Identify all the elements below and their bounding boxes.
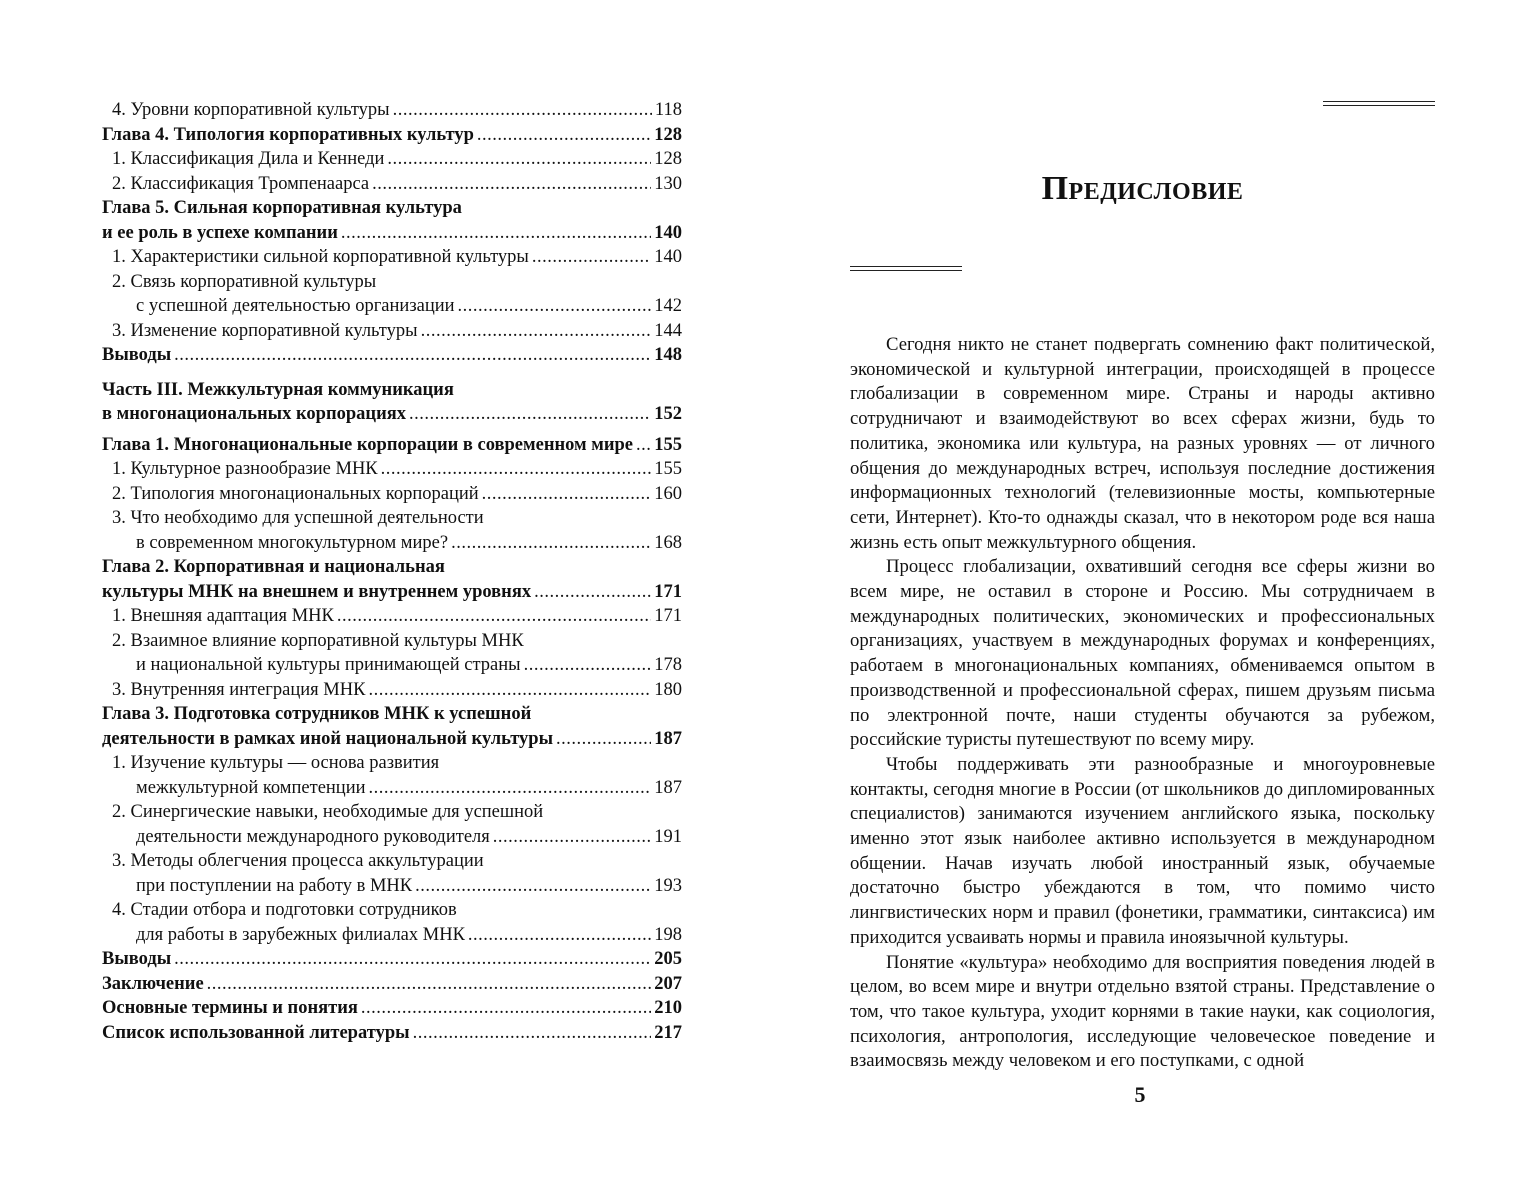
toc-dot-leader bbox=[361, 996, 651, 1021]
toc-entry-title: 3. Изменение корпоративной культуры bbox=[112, 320, 418, 341]
toc-entry-title: 1. Классификация Дила и Кеннеди bbox=[112, 149, 385, 169]
toc-entry-page: 155 bbox=[654, 434, 682, 455]
toc-entry-title: Глава 3. Подготовка сотрудников МНК к успешной bbox=[102, 704, 532, 724]
toc-dot-leader bbox=[372, 172, 651, 197]
toc-dot-leader bbox=[421, 319, 652, 344]
toc-entry-title: Глава 5. Сильная корпоративная культура bbox=[102, 198, 462, 218]
toc-entry bbox=[102, 172, 682, 197]
toc-entry-title: Выводы bbox=[102, 345, 172, 365]
toc-entry bbox=[102, 531, 682, 556]
toc-entry-page: 187 bbox=[654, 728, 682, 749]
toc-entry-page: 178 bbox=[654, 655, 682, 675]
toc-dot-leader bbox=[477, 123, 651, 148]
toc-dot-leader bbox=[174, 343, 651, 368]
toc-entry-page: 205 bbox=[654, 949, 682, 969]
toc-entry-title: Список использованной литературы bbox=[102, 1022, 410, 1043]
toc-entry-title: деятельности международного руководителя bbox=[136, 826, 490, 847]
toc-dot-leader bbox=[493, 825, 651, 850]
toc-entry-title: 3. Что необходимо для успешной деятельности bbox=[112, 508, 484, 528]
toc-dot-leader bbox=[556, 727, 651, 752]
toc-entry-page: 144 bbox=[654, 320, 682, 341]
decorative-rule-top bbox=[1323, 101, 1435, 106]
toc-entry-page: 140 bbox=[654, 222, 682, 243]
toc-entry bbox=[102, 245, 682, 270]
toc-entry bbox=[102, 923, 682, 948]
preface-body bbox=[850, 333, 1435, 1074]
toc-entry bbox=[102, 402, 682, 427]
toc-entry-title: Глава 1. Многонациональные корпорации в современном мире bbox=[102, 434, 634, 455]
toc-entry bbox=[102, 555, 682, 580]
preface-paragraph: Чтобы поддерживать эти разнообразные и многоуровневые контакты, сегодня многие в России (от школьников до дипломированных специалистов) занимаются изучением английского языка, поскольку именно этот язык наиболее активно используется в международном общении. Начав изучать любой иностранный язык, обучаемые достаточно быстро убеждаются в том, что помимо чисто лингвистических норм и правил (фонетики, грамматики, синтаксиса) им приходится усваивать нормы и правила иноязычной культуры. bbox=[850, 753, 1435, 948]
toc-entry bbox=[102, 580, 682, 605]
toc-entry-title: Основные термины и понятия bbox=[102, 998, 358, 1018]
toc-entry bbox=[102, 678, 682, 703]
toc-entry bbox=[102, 947, 682, 972]
toc-entry bbox=[102, 506, 682, 531]
toc-dot-leader bbox=[468, 923, 651, 948]
toc-dot-leader bbox=[451, 531, 651, 556]
toc-entry bbox=[102, 294, 682, 319]
toc-dot-leader bbox=[534, 580, 651, 605]
toc-entry-title: 2. Взаимное влияние корпоративной культуры МНК bbox=[112, 630, 524, 651]
toc-entry-title: для работы в зарубежных филиалах МНК bbox=[136, 924, 465, 945]
toc-dot-leader bbox=[524, 653, 652, 678]
preface-paragraph: Понятие «культура» необходимо для восприятия поведения людей в целом, во всем мире и внутри отдельно взятой страны. Представление о том, что такое культура, уходит корнями в такие науки, как социология, психология, антропология, исследующие человеческое поведение и взаимосвязь между человеком и его поступками, с одной bbox=[850, 951, 1435, 1072]
toc-entry bbox=[102, 604, 682, 629]
toc-entry-title: межкультурной компетенции bbox=[136, 777, 366, 798]
toc-entry bbox=[102, 825, 682, 850]
toc-entry-title: 2. Синергические навыки, необходимые для успешной bbox=[112, 802, 544, 822]
toc-entry-page: 128 bbox=[654, 149, 682, 169]
toc-entry bbox=[102, 343, 682, 368]
toc-entry bbox=[102, 702, 682, 727]
toc-entry bbox=[102, 319, 682, 344]
toc-entry-title: 4. Уровни корпоративной культуры bbox=[112, 100, 390, 120]
toc-dot-leader bbox=[532, 245, 651, 270]
toc-dot-leader bbox=[636, 433, 651, 458]
toc-dot-leader bbox=[368, 678, 651, 703]
toc-entry-page: 142 bbox=[654, 296, 682, 316]
toc-dot-leader bbox=[482, 482, 652, 507]
toc-entry bbox=[102, 776, 682, 801]
toc-entry bbox=[102, 433, 682, 458]
toc-entry-page: 198 bbox=[654, 924, 682, 945]
toc-entry-title: 2. Типология многонациональных корпораций bbox=[112, 483, 479, 504]
toc-entry bbox=[102, 898, 682, 923]
page-number: 5 bbox=[1134, 1082, 1146, 1107]
toc-dot-leader bbox=[207, 972, 652, 997]
toc-entry-page: 118 bbox=[654, 100, 682, 120]
toc-entry-title: с успешной деятельностью организации bbox=[136, 296, 455, 316]
toc-dot-leader bbox=[415, 874, 651, 899]
toc-entry bbox=[102, 378, 682, 403]
toc-entry bbox=[102, 196, 682, 221]
toc-entry bbox=[102, 800, 682, 825]
toc-entry bbox=[102, 98, 682, 123]
toc-dot-leader bbox=[409, 402, 651, 427]
toc-entry bbox=[102, 123, 682, 148]
toc-entry-title: 4. Стадии отбора и подготовки сотрудников bbox=[112, 900, 457, 920]
preface-paragraph: Сегодня никто не станет подвергать сомнению факт политической, экономической и культурной интеграции, происходящей в процессе глобализации в современном мире. Страны и народы активно сотрудничают и взаимодействуют во всех сферах жизни, будь то политика, экономика или культура, на разных уровнях — от личного общения до международных встреч, используя последние достижения информационных технологий (телевизионные мосты, компьютерные сети, Интернет). Кто-то однажды сказал, что в некотором роде вся наша жизнь есть опыт межкультурного общения. bbox=[850, 334, 1435, 553]
toc-entry-title: и национальной культуры принимающей страны bbox=[136, 655, 521, 675]
toc-entry-title: Часть III. Межкультурная коммуникация bbox=[102, 379, 454, 400]
toc-entry bbox=[102, 727, 682, 752]
toc-entry-title: 3. Внутренняя интеграция МНК bbox=[112, 679, 366, 700]
toc-entry-title: 1. Культурное разнообразие МНК bbox=[112, 459, 378, 479]
toc-entry-page: 155 bbox=[654, 459, 682, 479]
toc-entry-page: 140 bbox=[654, 247, 682, 267]
toc-entry-page: 191 bbox=[654, 826, 682, 847]
toc-entry-title: 2. Связь корпоративной культуры bbox=[112, 271, 377, 292]
toc-entry bbox=[102, 629, 682, 654]
toc-entry bbox=[102, 874, 682, 899]
toc-entry-page: 171 bbox=[654, 606, 682, 626]
toc-entry-title: 3. Методы облегчения процесса аккультурации bbox=[112, 851, 484, 871]
toc-entry-page: 171 bbox=[654, 581, 682, 602]
table-of-contents bbox=[102, 98, 682, 1045]
toc-entry-title: 1. Внешняя адаптация МНК bbox=[112, 606, 334, 626]
toc-dot-leader bbox=[174, 947, 651, 972]
toc-entry bbox=[102, 653, 682, 678]
toc-entry bbox=[102, 972, 682, 997]
toc-dot-leader bbox=[458, 294, 652, 319]
toc-entry-page: 168 bbox=[654, 532, 682, 553]
toc-entry bbox=[102, 849, 682, 874]
toc-dot-leader bbox=[337, 604, 651, 629]
toc-entry-title: 1. Изучение культуры — основа развития bbox=[112, 753, 440, 773]
toc-entry bbox=[102, 482, 682, 507]
toc-entry-title: в многонациональных корпорациях bbox=[102, 404, 406, 424]
toc-entry-title: и ее роль в успехе компании bbox=[102, 222, 338, 243]
toc-entry-page: 130 bbox=[654, 173, 682, 194]
toc-entry-page: 152 bbox=[654, 404, 682, 424]
toc-dot-leader bbox=[387, 147, 651, 172]
toc-entry-title: при поступлении на работу в МНК bbox=[136, 875, 413, 896]
toc-entry-page: 128 bbox=[654, 124, 682, 145]
toc-entry bbox=[102, 1021, 682, 1046]
toc-entry bbox=[102, 221, 682, 246]
toc-entry-page: 160 bbox=[654, 483, 682, 504]
toc-entry-page: 210 bbox=[654, 998, 682, 1018]
toc-entry bbox=[102, 147, 682, 172]
toc-entry bbox=[102, 996, 682, 1021]
toc-entry bbox=[102, 751, 682, 776]
toc-dot-leader bbox=[341, 221, 651, 246]
toc-entry-title: Глава 2. Корпоративная и национальная bbox=[102, 557, 445, 577]
toc-entry-page: 207 bbox=[654, 973, 682, 994]
toc-entry bbox=[102, 457, 682, 482]
toc-entry-title: Глава 4. Типология корпоративных культур bbox=[102, 124, 474, 145]
preface-title: Предисловие bbox=[1041, 170, 1244, 207]
toc-entry-title: культуры МНК на внешнем и внутреннем уровнях bbox=[102, 581, 532, 602]
toc-entry-title: в современном многокультурном мире? bbox=[136, 532, 449, 553]
preface-paragraph: Процесс глобализации, охвативший сегодня все сферы жизни во всем мире, не оставил в стороне и Россию. Мы сотрудничаем в международных политических, экономических и профессиональных организациях, участвуем в международных форумах и конференциях, работаем в многонациональных компаниях, обмениваемся опытом в производственной и профессиональной сферах, пишем друзьям письма по электронной почте, наши студенты обучаются за рубежом, российские туристы путешествуют по всему миру. bbox=[850, 556, 1435, 751]
toc-entry-page: 187 bbox=[654, 777, 682, 798]
toc-entry-page: 217 bbox=[654, 1022, 682, 1043]
toc-entry-page: 193 bbox=[654, 875, 682, 896]
toc-dot-leader bbox=[381, 457, 652, 482]
toc-entry-title: 2. Классификация Тромпенаарса bbox=[112, 173, 370, 194]
toc-entry bbox=[102, 270, 682, 295]
toc-entry-page: 148 bbox=[654, 345, 682, 365]
toc-entry-title: Заключение bbox=[102, 973, 204, 994]
toc-dot-leader bbox=[369, 776, 652, 801]
toc-entry-page: 180 bbox=[654, 679, 682, 700]
decorative-rule-under-title bbox=[850, 266, 962, 271]
toc-entry-title: Выводы bbox=[102, 949, 172, 969]
toc-dot-leader bbox=[393, 98, 652, 123]
toc-dot-leader bbox=[413, 1021, 652, 1046]
toc-entry-title: 1. Характеристики сильной корпоративной культуры bbox=[112, 247, 529, 267]
toc-entry-title: деятельности в рамках иной национальной культуры bbox=[102, 728, 554, 749]
